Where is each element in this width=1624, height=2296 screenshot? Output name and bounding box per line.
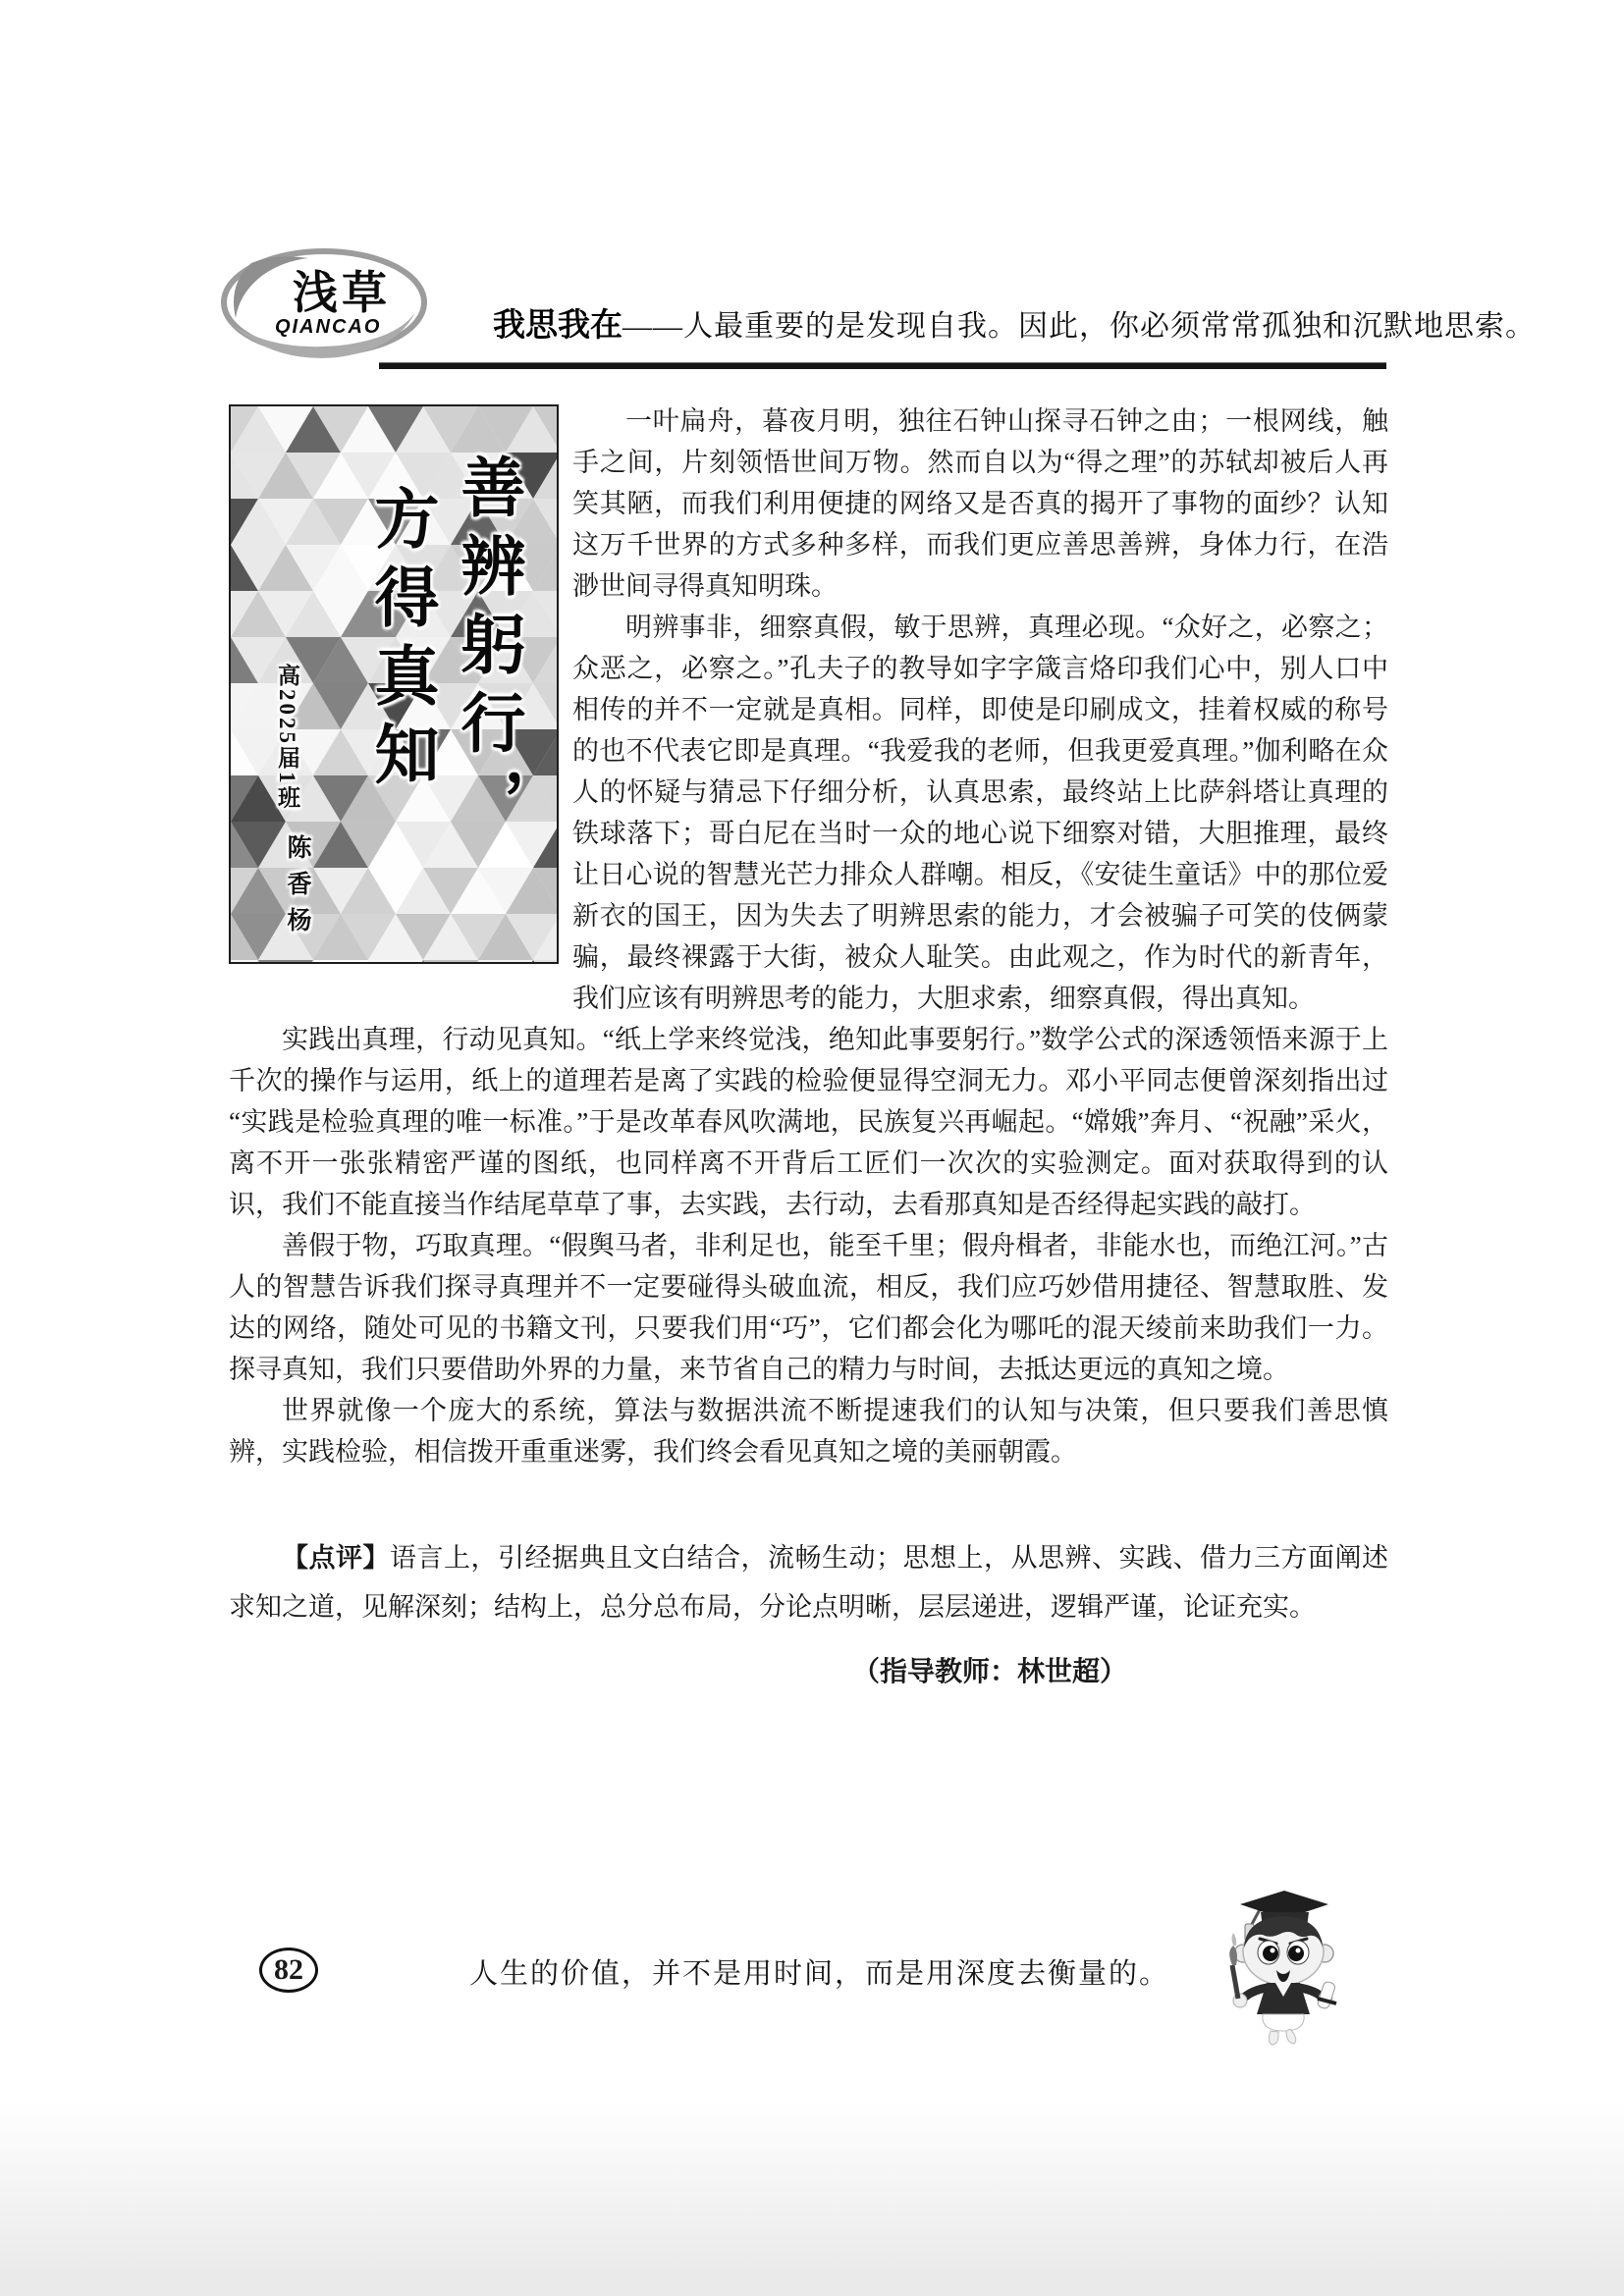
footer-quote: 人生的价值，并不是用时间，而是用深度去衡量的。 — [469, 1958, 1170, 1990]
essay-paragraph: 世界就像一个庞大的系统，算法与数据洪流不断提速我们的认知与决策，但只要我们善思慎辨，实践检验，相信拨开重重迷雾，我们终会看见真知之境的美丽朝霞。 — [229, 1396, 1388, 1467]
essay-title — [356, 454, 529, 925]
essay-paragraph: 实践出真理，行动见真知。“纸上学来终觉浅，绝知此事要躬行。”数学公式的深透领悟来源于上千次的操作与运用，纸上的道理若是离了实践的检验便显得空洞无力。邓小平同志便曾深刻指出过“实践是检验真理的唯一标准。”于是改革春风吹满地，民族复兴再崛起。“嫦娥”奔月、“祝融”采火，离不开一张张精密严谨的图纸，也同样离不开背后工匠们一次次的实验测定。面对获取得到的认识，我们不能直接当作结尾草草了事，去实践，去行动，去看那真知是否经得起实践的敲打。 — [229, 1025, 1388, 1219]
column-title: 我思我在 — [493, 306, 623, 343]
author-class: 高2025届1班 — [275, 664, 299, 812]
column-slogan — [493, 299, 1536, 346]
page-number-badge: 82 — [259, 1948, 318, 1993]
graduate-mascot-illustration — [1223, 1889, 1343, 2046]
header-rule — [379, 362, 1386, 369]
essay-title-figure — [229, 404, 559, 964]
essay-paragraph: 明辨事非，细察真假，敏于思辨，真理必现。“众好之，必察之；众恶之，必察之。”孔夫子的教导如字字箴言烙印我们心中，别人口中相传的并不一定就是真相。同样，即使是印刷成文，挂着权威的称号的也不代表它即是真理。“我爱我的老师，但我更爱真理。”伽利略在众人的怀疑与猜忌下仔细分析，认真思索，最终站上比萨斜塔让真理的铁球落下；哥白尼在当时一众的地心说下细察对错，大胆推理，最终让日心说的智慧光芒力排众人群嘲。相反，《安徒生童话》中的那位爱新衣的国王，因为失去了明辨思索的能力，才会被骗子可笑的伎俩蒙骗，最终裸露于大街，被众人耻笑。由此观之，作为时代的新青年，我们应该有明辨思考的能力，大胆求索，细察真假，得出真知。 — [572, 613, 1388, 1013]
author-name: 陈香杨 — [284, 834, 310, 943]
comment-label: 【点评】 — [282, 1543, 390, 1573]
logo-cn-text: 浅草 — [293, 268, 391, 318]
essay-paragraph: 一叶扁舟，暮夜月明，独往石钟山探寻石钟之由；一根网线，触手之间，片刻领悟世间万物。然而自以为“得之理”的苏轼却被后人再笑其陋，而我们利用便捷的网络又是否真的揭开了事物的面纱？认知这万千世界的方式多种多样，而我们更应善思善辨，身体力行，在浩渺世间寻得真知明珠。 — [572, 406, 1388, 601]
essay-paragraph: 善假于物，巧取真理。“假舆马者，非利足也，能至千里；假舟楫者，非能水也，而绝江河。”古人的智慧告诉我们探寻真理并不一定要碰得头破血流，相反，我们应巧妙借用捷径、智慧取胜、发达的网络，随处可见的书籍文刊，只要我们用“巧”，它们都会化为哪吒的混天绫前来助我们一力。探寻真知，我们只要借助外界的力量，来节省自己的精力与时间，去抵达更远的真知之境。 — [229, 1231, 1388, 1384]
comment-text: 语言上，引经据典且文白结合，流畅生动；思想上，从思辨、实践、借力三方面阐述求知之道，见解深刻；结构上，总分总布局，分论点明晰，层层递进，逻辑严谨，论证充实。 — [229, 1543, 1388, 1622]
essay-title-line1: 善辨躬行， — [451, 454, 522, 846]
teacher-comment — [229, 1533, 1388, 1631]
scan-shadow — [0, 2100, 1624, 2296]
column-motto: ——人最重要的是发现自我。因此，你必须常常孤独和沉默地思索。 — [623, 310, 1536, 343]
logo-en-text: QIANCAO — [275, 316, 382, 338]
essay-body — [229, 400, 1388, 1692]
page-header — [224, 245, 1536, 377]
advisor-credit: （指导教师：林世超） — [851, 1656, 1127, 1686]
qiancao-logo — [218, 243, 436, 365]
essay-title-line2: 方得真知 — [364, 485, 436, 799]
